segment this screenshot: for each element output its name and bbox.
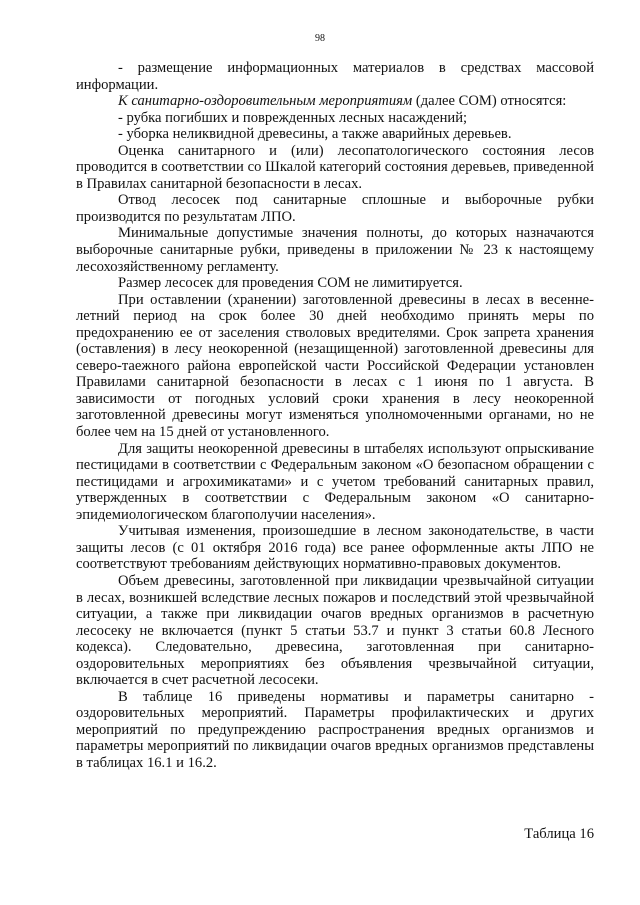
paragraph-table-reference: В таблице 16 приведены нормативы и параметры санитарно - оздоровительных мероприятий. Параметры профилактических и других мероприятий по предупреждению распространения вредных организмов и параметры мероприятий по ликвидации очагов вредных организмов представлены в таблицах 16.1 и 16.2. [76, 688, 594, 771]
list-item-illiquid-wood: - уборка неликвидной древесины, а также аварийных деревьев. [118, 126, 512, 143]
paragraph-legislation-changes: Учитывая изменения, произошедшие в лесном законодательстве, в части защиты лесов (с 01 октября 2016 года) все ранее оформленные акты ЛПО не соответствуют требованиям действующих нормативно-правовых документов. [76, 523, 594, 573]
paragraph-emergency-volume: Объем древесины, заготовленной при ликвидации чрезвычайной ситуации в лесах, возникшей вследствие лесных пожаров и последствий этой чрезвычайной ситуации, а также при ликвидации очагов вредных организмов в расчетную лесосеку не включается (пункт 5 статьи 53.7 и пункт 3 статьи 60.8 Лесного кодекса). Следовательно, древесина, заготовленная при санитарно-оздоровительных мероприятиях без объявления чрезвычайной ситуации, включается в счет расчетной лесосеки. [76, 572, 594, 689]
paragraph-wood-storage: При оставлении (хранении) заготовленной древесины в лесах в весенне-летний период на срок более 30 дней необходимо принять меры по предохранению ее от заселения стволовых вредителями. Срок запрета хранения (оставления) в лесу неокоренной (незащищенной) заготовленной древесины для северо-таежного района европейской части Российской Федерации установлен Правилами санитарной безопасности в лесах с 1 июня по 1 августа. В зависимости от погодных условий сроки хранения в лесу неокоренной заготовленной древесины могут изменяться уполномоченными органами, но не более чем на 15 дней от установленного. [76, 291, 594, 441]
paragraph-cutting-area-size: Размер лесосек для проведения СОМ не лимитируется. [118, 275, 463, 292]
paragraph-som-intro [76, 93, 594, 110]
page-number: 98 [315, 33, 325, 44]
paragraph-allocation: Отвод лесосек под санитарные сплошные и выборочные рубки производится по результатам ЛПО. [76, 192, 594, 225]
paragraph-assessment: Оценка санитарного и (или) лесопатологического состояния лесов проводится в соответствии со Шкалой категорий состояния деревьев, приведенной в Правилах санитарной безопасности в лесах. [76, 142, 594, 192]
som-intro-rest: (далее СОМ) относятся: [412, 93, 567, 110]
paragraph-mass-media: - размещение информационных материалов в средствах массовой информации. [76, 60, 594, 93]
table-caption: Таблица 16 [524, 826, 594, 842]
paragraph-pesticides: Для защиты неокоренной древесины в штабелях используют опрыскивание пестицидами в соответствии с Федеральным законом «О безопасном обращении с пестицидами и агрохимикатами» и с учетом требований санитарных правил, утвержденных в соответствии с Федеральным законом «О санитарно-эпидемиологическом благополучии населения». [76, 440, 594, 523]
som-intro-italic: К санитарно-оздоровительным мероприятиям [118, 93, 413, 110]
document-body [76, 60, 594, 772]
list-item-dead-trees: - рубка погибших и поврежденных лесных насаждений; [118, 109, 468, 126]
paragraph-density: Минимальные допустимые значения полноты, до которых назначаются выборочные санитарные рубки, приведены в приложении № 23 к настоящему лесохозяйственному регламенту. [76, 225, 594, 275]
